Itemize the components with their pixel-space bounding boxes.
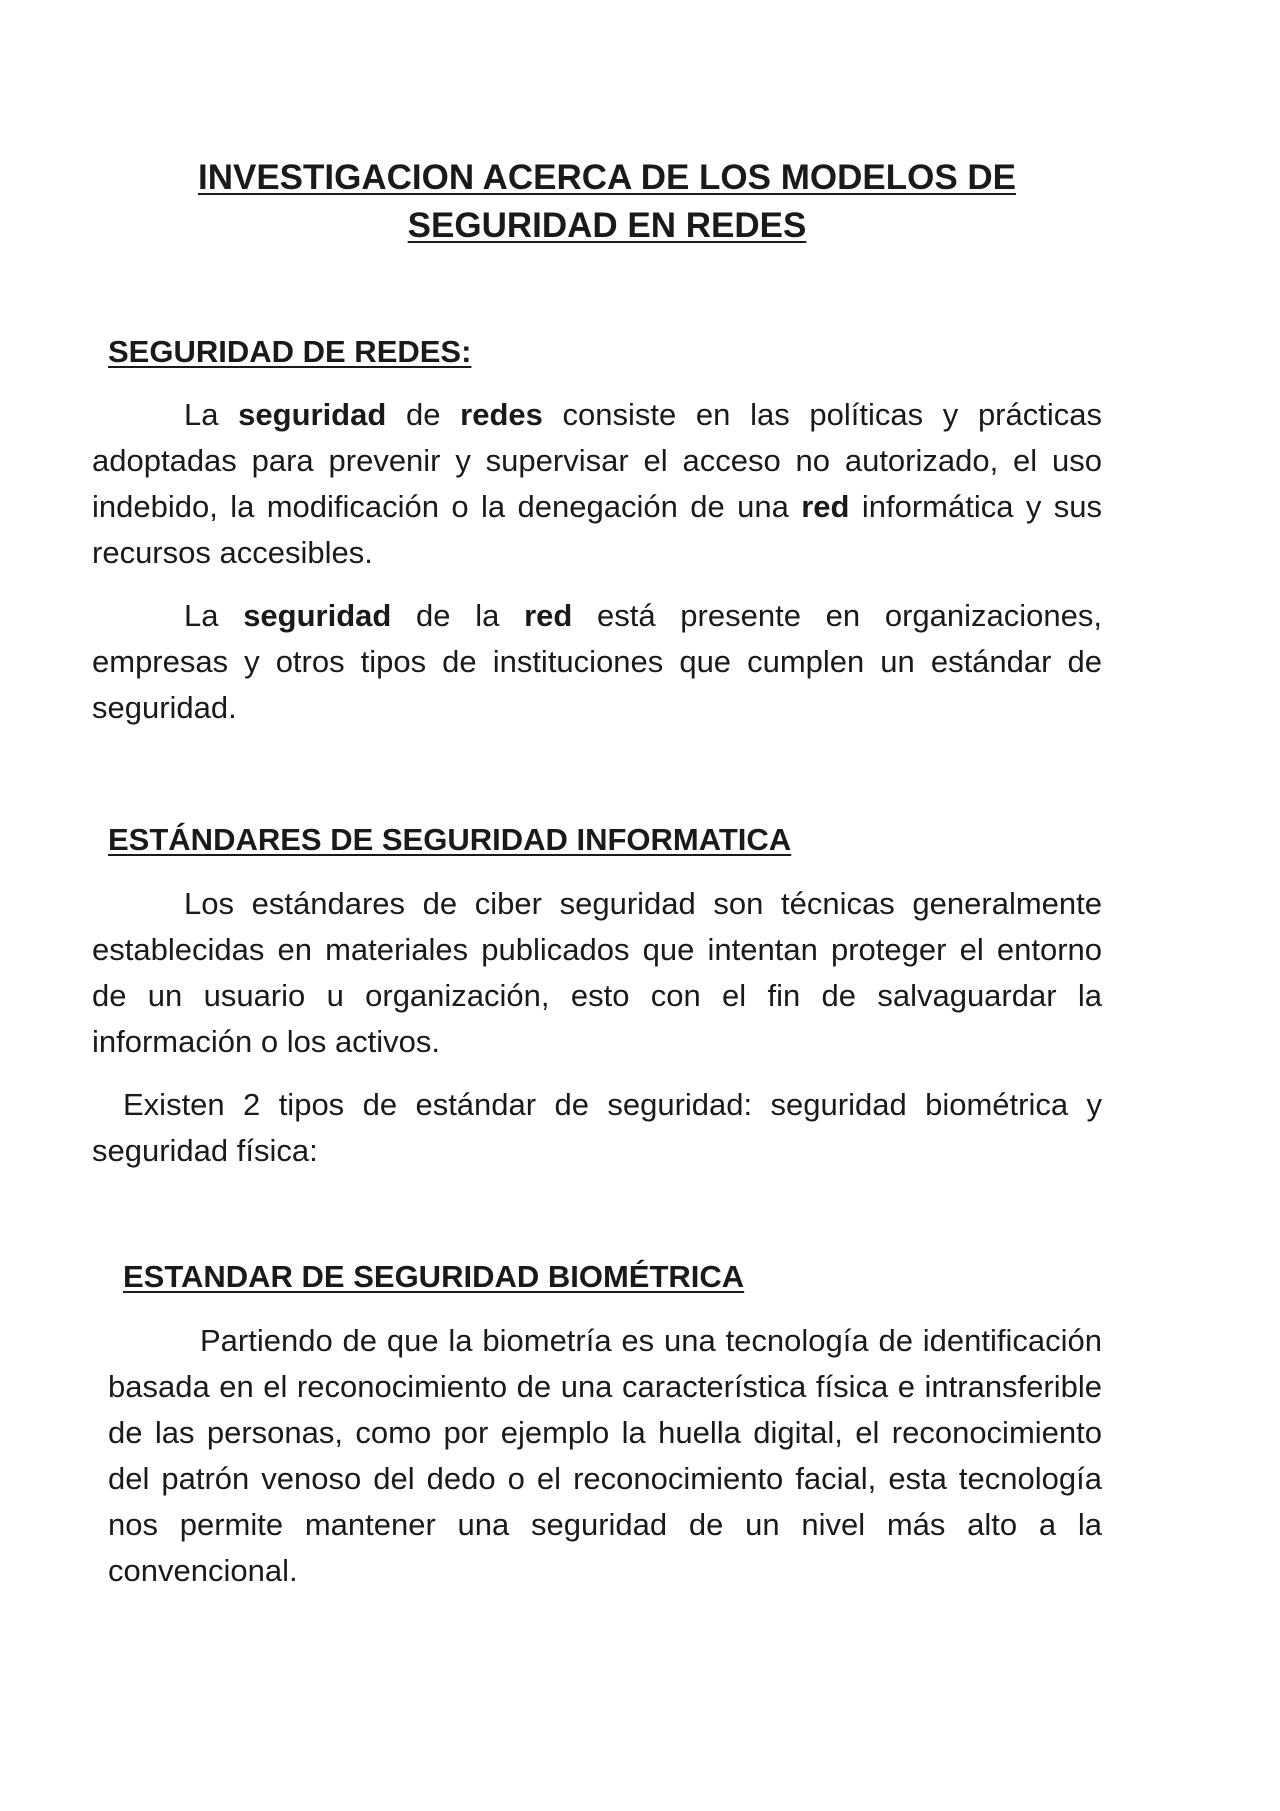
document-title: INVESTIGACION ACERCA DE LOS MODELOS DE SEGURIDAD EN REDES <box>197 158 1017 245</box>
text-run: de <box>386 397 461 432</box>
bold-term: redes <box>460 397 543 432</box>
section-heading-estandar-biometrica: ESTANDAR DE SEGURIDAD BIOMÉTRICA <box>123 1259 745 1294</box>
paragraph-biometria: Partiendo de que la biometría es una tecnología de identificación basada en el reconocimiento de una característica física e intransferible de las personas, como por ejemplo la huella digital, el reconocimiento del patrón venoso del dedo o el reconocimiento facial, esta tecnología nos permite mantener una seguridad de un nivel más alto a la convencional. <box>108 1323 1102 1588</box>
bold-term: red <box>524 598 573 633</box>
text-run: consiste en las políticas y prácticas adoptadas para prevenir y supervisar el acceso no autorizado, el uso indebido, la modificación o la denegación de una <box>92 397 1102 524</box>
bold-term: red <box>801 489 850 524</box>
text-run: de la <box>391 598 525 633</box>
bold-term: seguridad <box>238 397 387 432</box>
text-run: La <box>184 598 244 633</box>
text-run: informática y sus recursos accesibles. <box>92 489 1102 570</box>
text-run: La <box>184 397 239 432</box>
paragraph-estandares-ciberseguridad: Los estándares de ciber seguridad son técnicas generalmente establecidas en materiales publicados que intentan proteger el entorno de un usuario u organización, esto con el fin de salvaguardar la información o los activos. <box>92 886 1102 1059</box>
paragraph-definicion-seguridad-redes <box>92 392 1102 576</box>
bold-term: seguridad <box>243 598 392 633</box>
section-heading-seguridad-de-redes: SEGURIDAD DE REDES: <box>108 334 472 369</box>
paragraph-presencia-seguridad-red <box>92 593 1102 731</box>
text-run: está presente en organizaciones, empresas y otros tipos de instituciones que cumplen un estándar de seguridad. <box>92 598 1102 725</box>
section-heading-estandares-seguridad-informatica: ESTÁNDARES DE SEGURIDAD INFORMATICA <box>108 822 792 857</box>
paragraph-tipos-estandar: Existen 2 tipos de estándar de seguridad: seguridad biométrica y seguridad física: <box>92 1087 1102 1168</box>
